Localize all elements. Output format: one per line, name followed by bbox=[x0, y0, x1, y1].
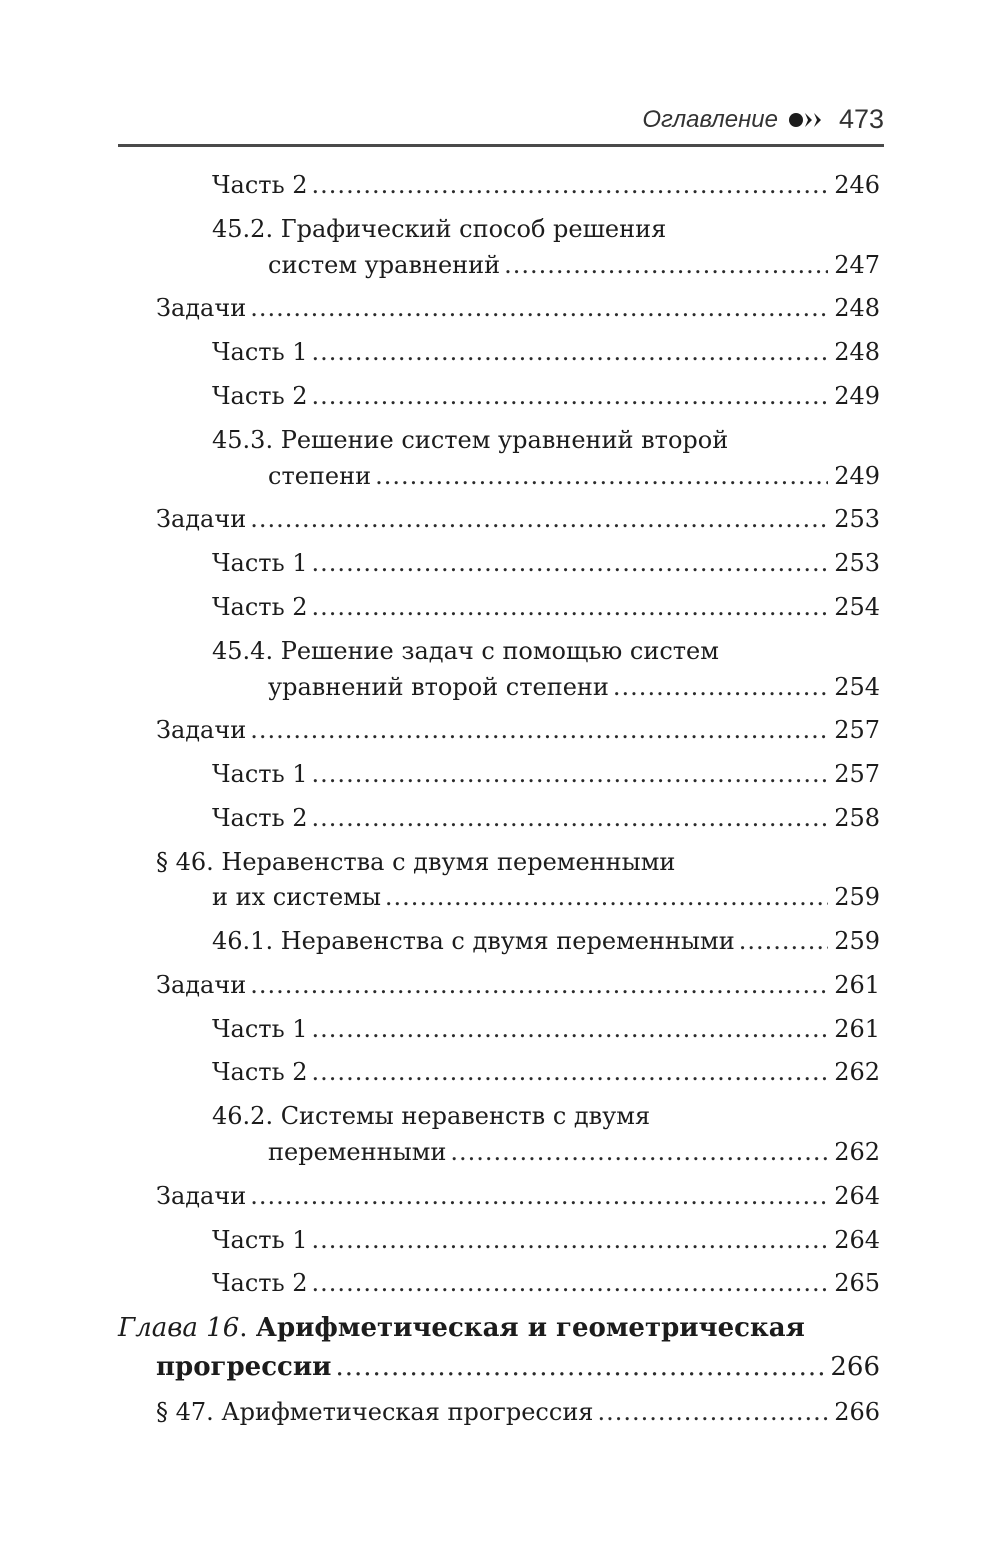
toc-entry-title: § 46. Неравенства с двумя переменными bbox=[156, 848, 676, 876]
toc-entry-page: 265 bbox=[834, 1269, 880, 1297]
toc-entry bbox=[268, 672, 880, 702]
toc-entry-page: 257 bbox=[834, 760, 880, 788]
dot-leader bbox=[739, 926, 828, 956]
chapter-title-cont: прогрессии bbox=[156, 1352, 332, 1382]
toc-entry-title: Задачи bbox=[156, 1182, 247, 1210]
toc-entry-title: Часть 1 bbox=[212, 1015, 308, 1043]
toc-entry bbox=[156, 1181, 880, 1211]
toc-entry-title: 45.2. Графический способ решения bbox=[212, 215, 667, 243]
toc-entry-page: 261 bbox=[834, 971, 880, 999]
toc-entry-title: Часть 2 bbox=[212, 804, 308, 832]
toc-entry bbox=[212, 803, 880, 833]
toc-entry-title: степени bbox=[268, 462, 372, 490]
toc-entry bbox=[212, 926, 880, 956]
toc-entry bbox=[156, 293, 880, 323]
chapter-title: Арифметическая и геометрическая bbox=[255, 1313, 805, 1343]
toc-entry-title: Часть 2 bbox=[212, 382, 308, 410]
dot-leader bbox=[250, 715, 828, 745]
toc-entry-page: 246 bbox=[834, 171, 880, 199]
chapter-heading bbox=[118, 1313, 805, 1343]
toc-entry-page: 249 bbox=[834, 382, 880, 410]
toc-entry bbox=[212, 337, 880, 367]
toc-entry-page: 266 bbox=[830, 1352, 880, 1382]
toc-entry-page: 262 bbox=[834, 1138, 880, 1166]
dot-leader bbox=[450, 1137, 828, 1167]
toc-entry-title: Часть 2 bbox=[212, 171, 308, 199]
toc-entry-page: 261 bbox=[834, 1015, 880, 1043]
toc-entry-page: 264 bbox=[834, 1226, 880, 1254]
toc-entry bbox=[212, 1268, 880, 1298]
toc-entry-page: 248 bbox=[834, 338, 880, 366]
toc-entry-page: 258 bbox=[834, 804, 880, 832]
dot-leader bbox=[312, 592, 829, 622]
dot-leader bbox=[312, 759, 829, 789]
toc-entry bbox=[268, 250, 880, 280]
toc-entry-title: 45.3. Решение систем уравнений второй bbox=[212, 426, 729, 454]
dot-leader bbox=[312, 803, 829, 833]
toc-entry bbox=[212, 1014, 880, 1044]
toc-entry-title: уравнений второй степени bbox=[268, 673, 609, 701]
dot-leader bbox=[250, 504, 828, 534]
toc-entry-title: переменными bbox=[268, 1138, 447, 1166]
dot-leader bbox=[504, 250, 828, 280]
toc-entry-title: § 47. Арифметическая прогрессия bbox=[156, 1398, 594, 1426]
chapter-separator: . bbox=[239, 1313, 256, 1343]
toc-entry-title: 45.4. Решение задач с помощью систем bbox=[212, 637, 719, 665]
toc-entry-page: 259 bbox=[834, 927, 880, 955]
toc-entry bbox=[156, 970, 880, 1000]
toc-entry bbox=[212, 1225, 880, 1255]
dot-leader bbox=[250, 293, 828, 323]
toc-entry-title: 46.2. Системы неравенств с двумя bbox=[212, 1102, 651, 1130]
running-header bbox=[118, 100, 884, 147]
dot-leader bbox=[335, 1352, 824, 1382]
dot-leader bbox=[312, 170, 829, 200]
toc-entry-title: Часть 1 bbox=[212, 1226, 308, 1254]
toc-entry-page: 254 bbox=[834, 673, 880, 701]
toc-entry bbox=[212, 592, 880, 622]
toc-entry-title: Часть 1 bbox=[212, 760, 308, 788]
toc-entry-page: 262 bbox=[834, 1058, 880, 1086]
toc-entry bbox=[156, 504, 880, 534]
toc-entry-page: 247 bbox=[834, 251, 880, 279]
dot-leader bbox=[312, 1268, 829, 1298]
toc-entry-title: Задачи bbox=[156, 294, 247, 322]
dot-leader bbox=[375, 461, 828, 491]
toc-entry-page: 249 bbox=[834, 462, 880, 490]
dot-leader bbox=[312, 381, 829, 411]
toc-entry-title: Часть 2 bbox=[212, 593, 308, 621]
dot-leader bbox=[250, 1181, 828, 1211]
dot-leader bbox=[613, 672, 828, 702]
toc-entry bbox=[268, 1137, 880, 1167]
header-page-number: 473 bbox=[838, 104, 884, 134]
header-title: Оглавление bbox=[642, 106, 778, 133]
triple-dot-ornament-icon bbox=[788, 109, 826, 131]
toc-entry-title: и их системы bbox=[212, 883, 381, 911]
toc-entry-page: 248 bbox=[834, 294, 880, 322]
toc-entry-title: Задачи bbox=[156, 971, 247, 999]
toc-entry-page: 254 bbox=[834, 593, 880, 621]
toc-entry-title: Часть 1 bbox=[212, 549, 308, 577]
dot-leader bbox=[312, 548, 829, 578]
dot-leader bbox=[312, 337, 829, 367]
toc-entry bbox=[156, 1352, 880, 1382]
toc-entry bbox=[212, 170, 880, 200]
toc-entry bbox=[268, 461, 880, 491]
toc-entry-title: систем уравнений bbox=[268, 251, 501, 279]
toc-entry-title: Задачи bbox=[156, 505, 247, 533]
toc-entry-title: Часть 1 bbox=[212, 338, 308, 366]
toc-entry-title: Часть 2 bbox=[212, 1058, 308, 1086]
toc-entry bbox=[212, 882, 880, 912]
toc-entry bbox=[212, 759, 880, 789]
toc-entry-page: 253 bbox=[834, 505, 880, 533]
toc-entry-page: 264 bbox=[834, 1182, 880, 1210]
dot-leader bbox=[312, 1057, 829, 1087]
toc-entry-page: 253 bbox=[834, 549, 880, 577]
dot-leader bbox=[250, 970, 828, 1000]
toc-entry bbox=[212, 548, 880, 578]
toc-entry-page: 259 bbox=[834, 883, 880, 911]
dot-leader bbox=[312, 1225, 829, 1255]
toc-entry-page: 257 bbox=[834, 716, 880, 744]
toc-entry bbox=[156, 1397, 880, 1427]
chapter-label: Глава 16 bbox=[118, 1313, 240, 1343]
toc-entry bbox=[212, 381, 880, 411]
toc-entry bbox=[156, 715, 880, 745]
dot-leader bbox=[312, 1014, 829, 1044]
toc-entry bbox=[212, 1057, 880, 1087]
toc-entry-page: 266 bbox=[834, 1398, 880, 1426]
toc-entry-title: Задачи bbox=[156, 716, 247, 744]
dot-leader bbox=[385, 882, 828, 912]
toc-entry-title: Часть 2 bbox=[212, 1269, 308, 1297]
dot-leader bbox=[597, 1397, 828, 1427]
toc-entry-title: 46.1. Неравенства с двумя переменными bbox=[212, 927, 735, 955]
